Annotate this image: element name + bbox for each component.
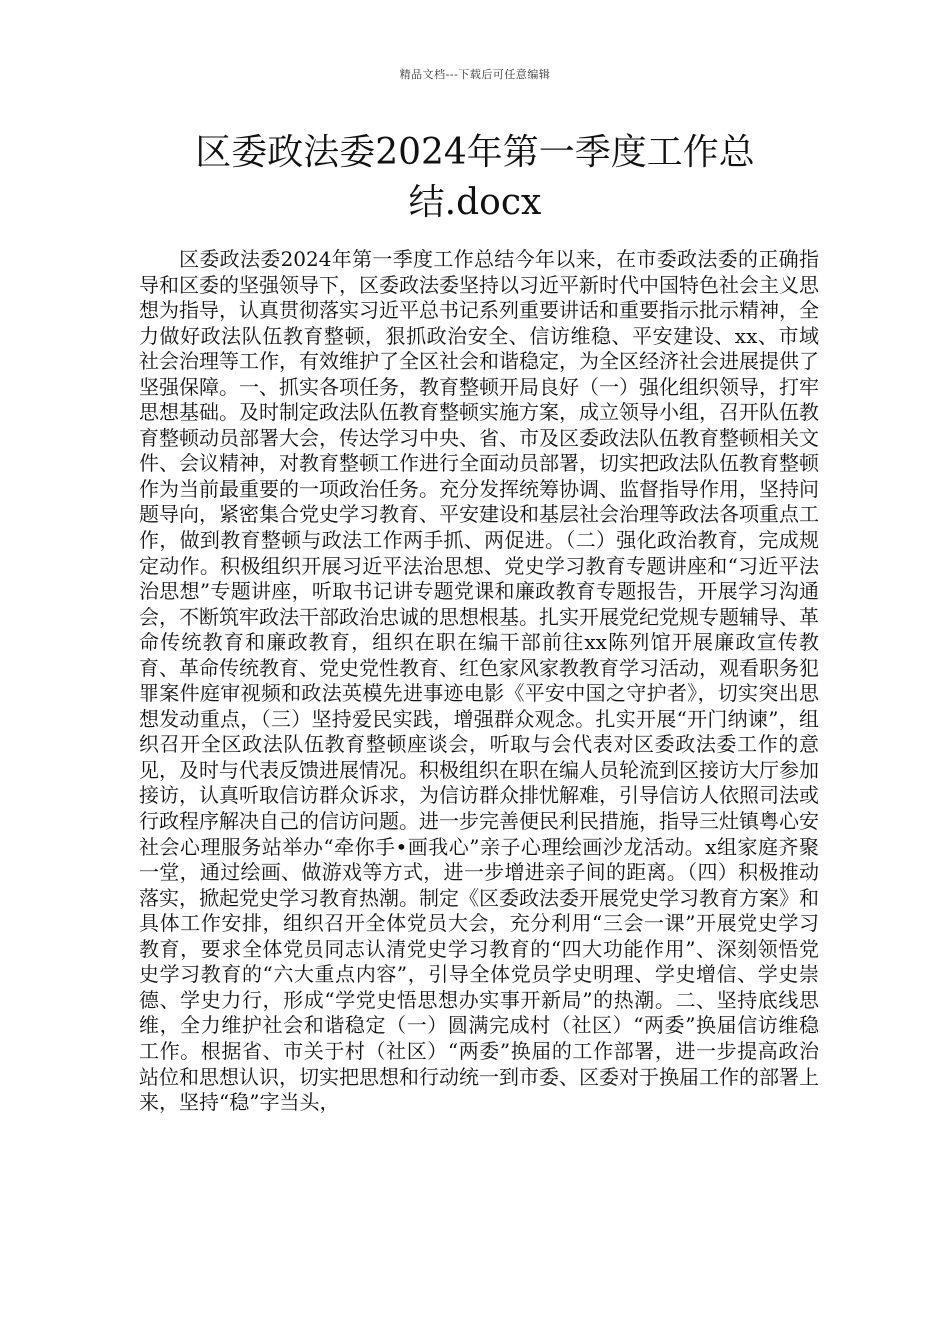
document-body-paragraph: 区委政法委2024年第一季度工作总结今年以来，在市委政法委的正确指导和区委的坚强领导下，区委政法委坚持以习近平新时代中国特色社会主义思想为指导，认真贯彻落实习近平总书记系列重要讲话和重要指示批示精神，全力做好政法队伍教育整顿，狠抓政治安全、信访维稳、平安建设、xx、市域社会治理等工作，有效维护了全区社会和谐稳定，为全区经济社会进展提供了坚强保障。一、抓实各项任务，教育整顿开局良好（一）强化组织领导，打牢思想基础。及时制定政法队伍教育整顿实施方案，成立领导小组，召开队伍教育整顿动员部署大会，传达学习中央、省、市及区委政法队伍教育整顿相关文件、会议精神，对教育整顿工作进行全面动员部署，切实把政法队伍教育整顿作为当前最重要的一项政治任务。充分发挥统筹协调、监督指导作用，坚持问题导向，紧密集合党史学习教育、平安建设和基层社会治理等政法各项重点工作，做到教育整顿与政法工作两手抓、两促进。（二）强化政治教育，完成规定动作。积极组织开展习近平法治思想、党史学习教育专题讲座和“习近平法治思想”专题讲座，听取书记讲专题党课和廉政教育专题报告，开展学习沟通会，不断筑牢政法干部政治忠诚的思想根基。扎实开展党纪党规专题辅导、革命传统教育和廉政教育，组织在职在编干部前往xx陈列馆开展廉政宣传教育、革命传统教育、党史党性教育、红色家风家教教育学习活动，观看职务犯罪案件庭审视频和政法英模先进事迹电影《平安中国之守护者》，切实突出思想发动重点，（三）坚持爱民实践，增强群众观念。扎实开展“开门纳谏”，组织召开全区政法队伍教育整顿座谈会，听取与会代表对区委政法委工作的意见，及时与代表反馈进展情况。积极组织在职在编人员轮流到区接访大厅参加接访，认真听取信访群众诉求，为信访群众排忧解难，引导信访人依照司法或行政程序解决自己的信访问题。进一步完善便民利民措施，指导三灶镇粤心安社会心理服务站举办“牵你手•画我心”亲子心理绘画沙龙活动。x组家庭齐聚一堂，通过绘画、做游戏等方式，进一步增进亲子间的距离。（四）积极推动落实，掀起党史学习教育热潮。制定《区委政法委开展党史学习教育方案》和具体工作安排，组织召开全体党员大会，充分利用“三会一课”开展党史学习教育，要求全体党员同志认清党史学习教育的“四大功能作用”、深刻领悟党史学习教育的“六大重点内容”，引导全体党员学史明理、学史增信、学史崇德、学史力行，形成“学党史悟思想办实事开新局”的热潮。二、坚持底线思维，全力维护社会和谐稳定（一）圆满完成村（社区）“两委”换届信访维稳工作。根据省、市关于村（社区）“两委”换届的工作部署，进一步提高政治站位和思想认识，切实把思想和行动统一到市委、区委对于换届工作的部署上来，坚持“稳”字当头， bbox=[139, 247, 819, 1115]
page-header-note: 精品文档---下载后可任意编辑 bbox=[399, 68, 551, 81]
document-title: 区委政法委2024年第一季度工作总结.docx bbox=[195, 132, 755, 223]
